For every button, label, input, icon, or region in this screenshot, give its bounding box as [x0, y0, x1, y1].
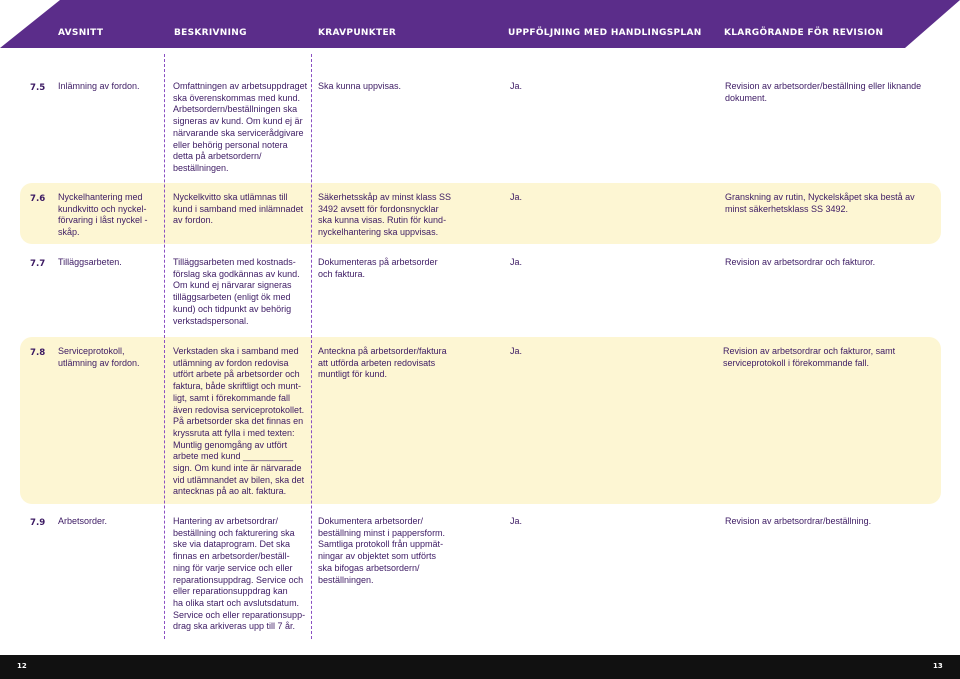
row-7-9-krav: Dokumentera arbetsorder/ beställning minst i pappersform. Samtliga protokoll från uppmät- ningar av objektet som utförts ska bifogas arbetsordern/ beställningen. — [318, 516, 446, 585]
row-7-7-uppfoljning: Ja. — [510, 257, 523, 267]
row-7-5-number: 7.5 — [30, 83, 46, 93]
row-7-6-beskrivning: Nyckelkvitto ska utlämnas till kund i samband med inlämnadet av fordon. — [173, 192, 304, 226]
row-7-6-avsnitt: Nyckelhantering med kundkvitto och nyckel- förvaring i låst nyckel - skåp. — [58, 192, 148, 238]
header-corner-right — [905, 0, 960, 48]
header-klargorande: KLARGÖRANDE FÖR REVISION — [724, 28, 884, 38]
row-7-9-avsnitt: Arbetsorder. — [58, 516, 108, 526]
row-7-9-beskrivning: Hantering av arbetsordrar/ beställning och fakturering ska ske via dataprogram. Det ska finnas en arbetsorder/beställ- ning för varje service och eller reparationsuppdrag. Service och eller reparationsuppdrag kan ha olika start och avslutsdatum. Service och eller reparationsupp- drag ska arkiveras upp till 7 år. — [173, 516, 306, 632]
row-7-8-number: 7.8 — [30, 348, 46, 358]
row-7-7-avsnitt: Tilläggsarbeten. — [58, 257, 122, 267]
row-7-8-klargorande: Revision av arbetsordrar och fakturor, samt serviceprotokoll i förekommande fall. — [723, 346, 896, 368]
row-7-9-uppfoljning: Ja. — [510, 516, 523, 526]
header-corner-left — [0, 0, 60, 48]
page-number-right: 13 — [933, 662, 943, 670]
row-7-7-krav: Dokumenteras på arbetsorder och faktura. — [318, 257, 438, 279]
row-7-8-avsnitt: Serviceprotokoll, utlämning av fordon. — [58, 346, 140, 368]
row-7-5-avsnitt: Inlämning av fordon. — [58, 81, 140, 91]
row-7-5-uppfoljning: Ja. — [510, 81, 523, 91]
header-beskrivning: BESKRIVNING — [174, 28, 247, 38]
row-7-8-krav: Anteckna på arbetsorder/faktura att utförda arbeten redovisats muntligt för kund. — [318, 346, 447, 380]
row-7-5-klargorande: Revision av arbetsorder/beställning eller liknande dokument. — [725, 81, 922, 103]
row-7-5-krav: Ska kunna uppvisas. — [318, 81, 402, 91]
row-7-7-number: 7.7 — [30, 259, 46, 269]
column-divider-2 — [311, 54, 312, 639]
row-7-6-number: 7.6 — [30, 194, 46, 204]
row-7-7-klargorande: Revision av arbetsordrar och fakturor. — [725, 257, 876, 267]
header-avsnitt: AVSNITT — [58, 28, 104, 38]
row-7-5-beskrivning: Omfattningen av arbetsuppdraget ska överenskommas med kund. Arbetsordern/beställningen ska signeras av kund. Om kund ej är närvarande ska servicerådgivare eller behörig personal notera detta på arbetsordern/ beställningen. — [173, 81, 308, 173]
header-uppfoljning: UPPFÖLJNING MED HANDLINGSPLAN — [508, 28, 702, 38]
row-7-6-krav: Säkerhetsskåp av minst klass SS 3492 avsett för fordonsnycklar ska kunna visas. Rutin för kund- nyckelhantering ska uppvisas. — [318, 192, 452, 238]
footer-bar — [0, 655, 960, 679]
row-7-6-klargorande: Granskning av rutin, Nyckelskåpet ska bestå av minst säkerhetsklass SS 3492. — [725, 192, 915, 214]
row-7-9-number: 7.9 — [30, 518, 46, 528]
column-divider-1 — [164, 54, 165, 639]
row-7-9-klargorande: Revision av arbetsordrar/beställning. — [725, 516, 872, 526]
row-7-8-uppfoljning: Ja. — [510, 346, 523, 356]
row-7-8-beskrivning: Verkstaden ska i samband med utlämning av fordon redovisa utfört arbete på arbetsorder och faktura, både skriftligt och munt- ligt, samt i förekommande fall även redovisa serviceprotokollet. På arbetsorder ska det finnas en kryssruta att fylla i med texten: Muntlig genomgång av utfört arbete med kund __________ sign. Om kund inte är närvarade vid utlämnandet av bilen, ska det antecknas på ao alt. faktura. — [173, 346, 305, 497]
row-7-6-uppfoljning: Ja. — [510, 192, 523, 202]
row-7-7-beskrivning: Tilläggsarbeten med kostnads- förslag ska godkännas av kund. Om kund ej närvarar signeras tilläggsarbeten (enligt ök med kund) och tidpunkt av behörig verkstadspersonal. — [173, 257, 300, 326]
page-number-left: 12 — [17, 662, 27, 670]
header-kravpunkter: KRAVPUNKTER — [318, 28, 397, 38]
table-header — [0, 0, 960, 48]
